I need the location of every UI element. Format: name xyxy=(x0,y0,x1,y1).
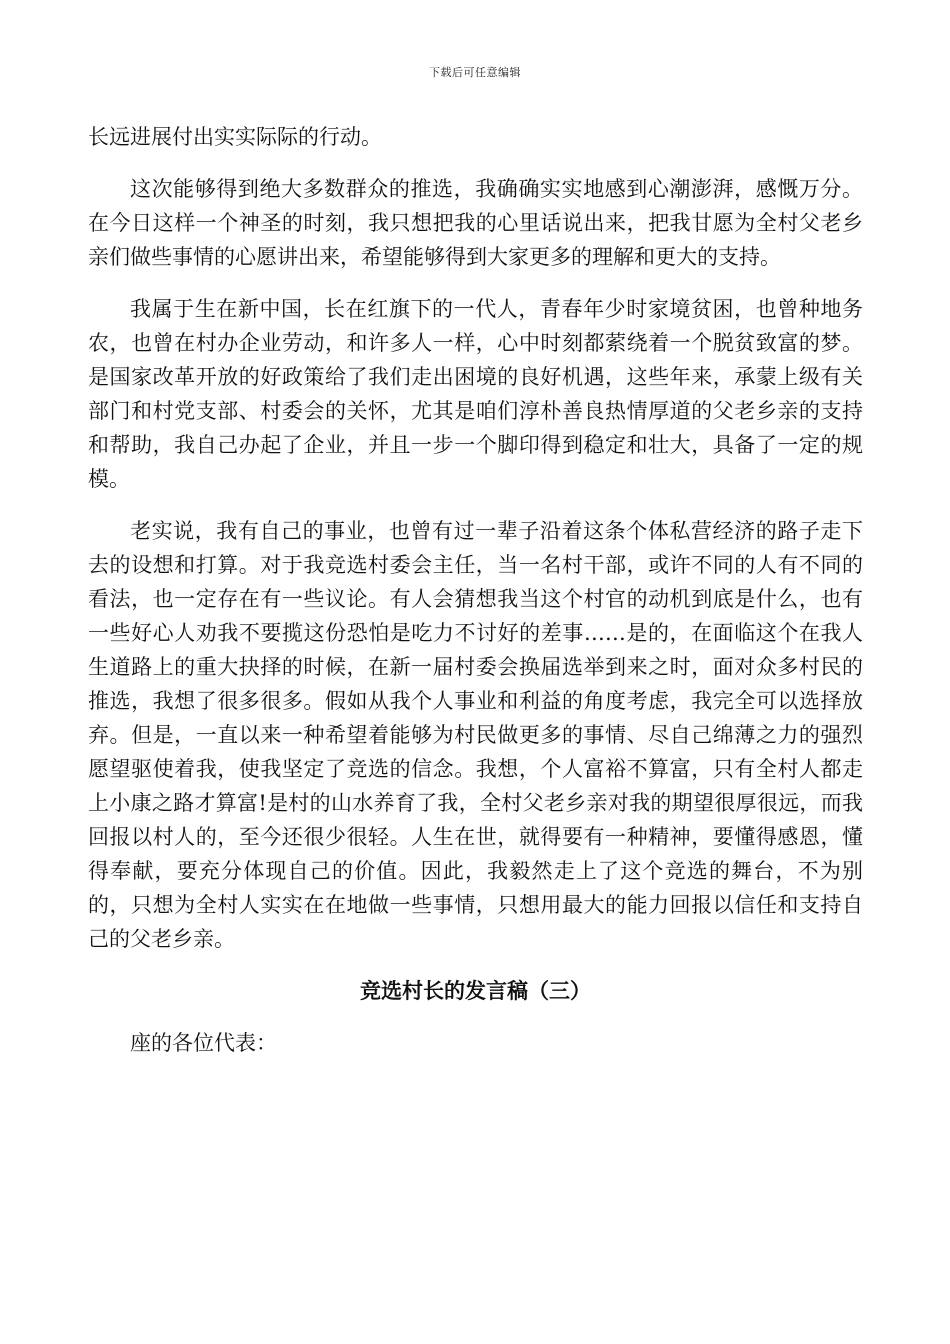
document-body xyxy=(88,120,863,1060)
greeting-line: 座的各位代表： xyxy=(130,1031,277,1055)
paragraph-continuation: 长远进展付出实实际际的行动。 xyxy=(88,125,382,149)
page-header-note: 下载后可任意编辑 xyxy=(429,66,521,79)
paragraph-motivation: 老实说，我有自己的事业，也曾有过一辈子沿着这条个体私营经济的路子走下去的设想和打算。对于我竞选村委会主任，当一名村干部，或许不同的人有不同的看法，也一定存在有一些议论。有人会猜想我当这个村官的动机到底是什么，也有一些好心人劝我不要揽这份恐怕是吃力不讨好的差事……是的，在面临这个在我人生道路上的重大抉择的时候，在新一届村委会换届选举到来之时，面对众多村民的推选，我想了很多很多。假如从我个人事业和利益的角度考虑，我完全可以选择放弃。但是，一直以来一种希望着能够为村民做更多的事情、尽自己绵薄之力的强烈愿望驱使着我，使我坚定了竞选的信念。我想，个人富裕不算富，只有全村人都走上小康之路才算富!是村的山水养育了我，全村父老乡亲对我的期望很厚很远，而我回报以村人的，至今还很少很轻。人生在世，就得要有一种精神，要懂得感恩，懂得奉献，要充分体现自己的价值。因此，我毅然走上了这个竞选的舞台，不为别的，只想为全村人实实在在地做一些事情，只想用最大的能力回报以信任和支持自己的父老乡亲。 xyxy=(88,519,863,951)
paragraph-background: 我属于生在新中国，长在红旗下的一代人，青春年少时家境贫困，也曾种地务农，也曾在村办企业劳动，和许多人一样，心中时刻都萦绕着一个脱贫致富的梦。是国家改革开放的好政策给了我们走出困境的良好机遇，这些年来，承蒙上级有关部门和村党支部、村委会的关怀，尤其是咱们淳朴善良热情厚道的父老乡亲的支持和帮助，我自己办起了企业，并且一步一个脚印得到稳定和壮大，具备了一定的规模。 xyxy=(88,297,863,491)
paragraph-gratitude: 这次能够得到绝大多数群众的推选，我确确实实地感到心潮澎湃，感慨万分。在今日这样一个神圣的时刻，我只想把我的心里话说出来，把我甘愿为全村父老乡亲们做些事情的心愿讲出来，希望能够得到大家更多的理解和更大的支持。 xyxy=(88,177,863,269)
section-title: 竞选村长的发言稿（三） xyxy=(360,978,591,1003)
